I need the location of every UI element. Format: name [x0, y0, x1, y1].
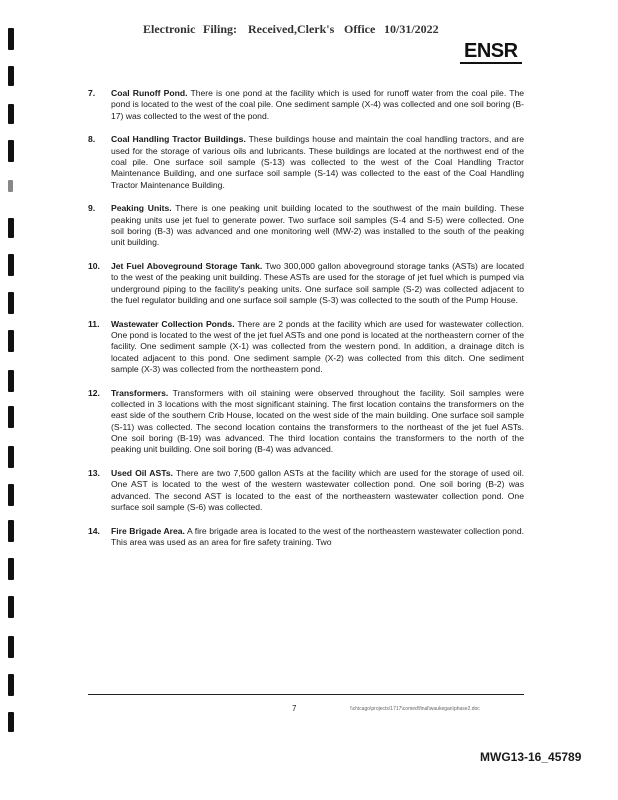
item-body: Two 300,000 gallon aboveground storage tanks (ASTs) are located to the west of the peaking unit building. These ASTs are used for the storage of jet fuel which is pumped via underground piping to the facility's peaking units. One surface soil sample (S-2) was collected adjacent to the fuel regulator building and one surface soil sample (S-3) was collected to the south of the Pump House. — [111, 261, 525, 305]
item-number: 13. — [88, 468, 100, 479]
list-item — [88, 526, 524, 549]
binder-mark — [8, 254, 14, 276]
binder-mark — [8, 406, 14, 428]
item-number: 10. — [88, 261, 100, 272]
binder-mark — [8, 104, 14, 124]
item-number: 14. — [88, 525, 100, 536]
list-item — [88, 388, 524, 456]
binder-mark — [8, 330, 14, 352]
binder-mark — [8, 28, 14, 50]
item-title: Transformers. — [111, 387, 169, 398]
item-title: Coal Handling Tractor Buildings. — [111, 134, 246, 145]
item-title: Coal Runoff Pond. — [111, 88, 188, 98]
item-body: There are two 7,500 gallon ASTs at the facility which are used for the storage of used oil. One AST is located to the west of the western wastewater collection pond. One soil boring (B-2) was advanced. The second AST is located to the east of the northeastern wastewater collection pond. One surface soil sample (S-6) was collected. — [111, 468, 524, 512]
logo-underline — [460, 62, 522, 64]
item-body: There are 2 ponds at the facility which are used for wastewater collection. One pond is located to the west of the jet fuel ASTs and one pond is located at the northeastern corner of the facility. One sediment sample (X-1) was collected from the western pond. In addition, a drainage ditch is located adjacent to this pond. One sediment sample (X-2) was collected from this ditch. One sediment sample (X-3) was collected from the northeastern pond. — [111, 318, 524, 374]
list-item — [88, 261, 524, 306]
item-number: 12. — [88, 387, 100, 398]
footer-divider — [88, 694, 524, 695]
binder-mark — [8, 292, 14, 314]
item-number: 8. — [88, 134, 96, 145]
item-body: A fire brigade area is located to the west of the northeastern wastewater collection pond. This area was used as an area for fire safety training. Two — [111, 525, 524, 547]
binder-mark — [8, 520, 14, 542]
ensr-logo: ENSR — [464, 40, 518, 62]
item-title: Used Oil ASTs. — [111, 468, 174, 479]
item-body: There is one peaking unit building located to the southwest of the main building. These peaking units use jet fuel to generate power. Two surface soil samples (S-4 and S-5) were collected. One soil boring (B-3) was advanced and one monitoring well (MW-2) was installed to the south of the peaking unit building. — [111, 203, 524, 248]
header-date: 10/31/2022 — [384, 22, 439, 36]
header-electronic: Electronic — [143, 22, 196, 36]
bates-stamp: MWG13-16_45789 — [480, 750, 582, 764]
list-item — [88, 203, 524, 248]
binder-mark — [8, 370, 14, 392]
binder-mark — [8, 140, 14, 162]
header-received: Received,Clerk's — [248, 22, 335, 36]
header-filing: Filing: — [203, 22, 238, 36]
binder-mark — [8, 484, 14, 506]
list-item — [88, 134, 524, 190]
list-item — [88, 319, 524, 375]
binder-mark — [8, 674, 14, 696]
binder-mark — [8, 180, 13, 192]
list-item — [88, 468, 524, 513]
header-office: Office — [344, 22, 376, 36]
item-title: Peaking Units. — [111, 203, 172, 214]
item-title: Fire Brigade Area. — [111, 525, 185, 536]
binder-mark — [8, 218, 14, 238]
binder-mark — [8, 446, 14, 468]
document-body — [88, 88, 524, 561]
list-item — [88, 88, 524, 122]
page-number: 7 — [292, 704, 297, 713]
item-title: Wastewater Collection Ponds. — [111, 318, 235, 329]
item-number: 11. — [88, 318, 100, 329]
item-body: Transformers with oil staining were observed throughout the facility. Soil samples were collected in 3 locations with the most significant staining. The first location contains the transformers on the east side of the southern Crib House, located on the west side of the main building. One surface soil sample (S-11) was collected. The second location contains the transformers to the northeast of the jet fuel ASTs. One soil boring (B-19) was advanced. The third location contains the transformers to the north of the peaking unit building. One soil boring (B-4) was advanced. — [111, 387, 525, 455]
binder-mark — [8, 636, 14, 658]
document-path: \\chicago\projects\1717\comed\final\waukegan\phase2.doc — [350, 706, 480, 712]
item-body: There is one pond at the facility which is used for runoff water from the coal pile. The pond is located to the west of the coal pile. One sediment sample (X-4) was collected and one soil boring (B-17) was collected to the west of the pond. — [111, 88, 525, 121]
binder-mark — [8, 712, 14, 732]
item-title: Jet Fuel Aboveground Storage Tank. — [111, 261, 263, 272]
binder-mark — [8, 558, 14, 580]
binder-mark — [8, 596, 14, 618]
binder-mark — [8, 66, 14, 86]
item-number: 9. — [88, 203, 96, 214]
item-number: 7. — [88, 88, 96, 98]
item-body: These buildings house and maintain the coal handling tractors, and are used for the storage of various oils and lubricants. These buildings are located at the northwest end of the coal pile. One surface soil sample (S-13) was collected to the west of the Coal Handling Tractor Maintenance Building, and one surface soil sample (S-14) was collected to the east of the Coal Handling Tractor Maintenance Building. — [111, 134, 524, 190]
filing-header — [0, 22, 618, 38]
